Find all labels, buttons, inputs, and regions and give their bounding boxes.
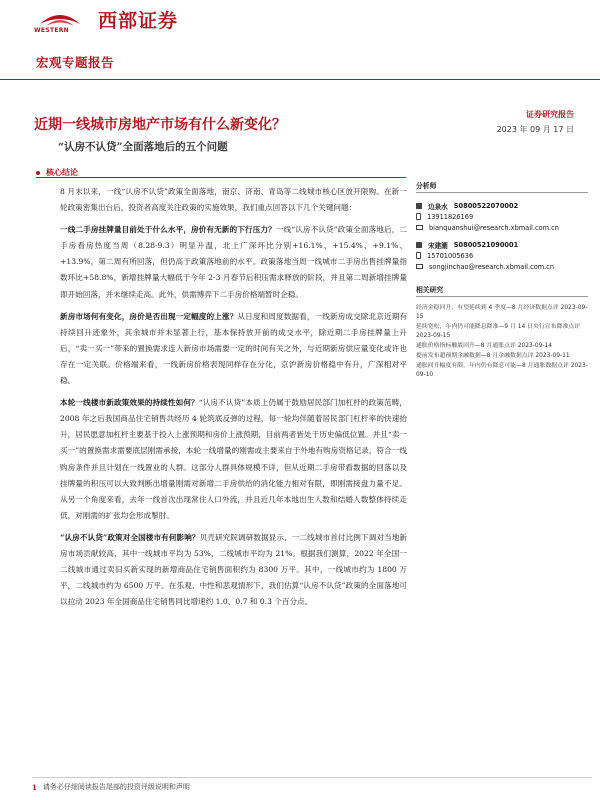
research-report-tag: 证券研究报告: [526, 110, 574, 119]
report-header: [0, 0, 600, 84]
paragraph-intro: [60, 184, 407, 216]
paragraph-q4: [60, 530, 407, 610]
footer-disclaimer: 请务必仔细阅读报告尾部的投资评级说明和声明: [42, 783, 190, 791]
analyst-phone: 13911826169: [427, 212, 474, 221]
paragraph-body: “认房不认贷”本质上仍属于鼓励居民部门加杠杆的政策范畴，2008 年之后我国商品住宅销售共经历 4 轮筑底反弹的过程，每一轮均伴随着居民部门杠杆率的快速抬升，居民愿意加杠杆主要基于投入上涨预期和房价上涨预期，目前两者皆处于历史偏低位置。并且“卖一买一”的置换需求需要底层刚需承接，本轮一线增量的刚需或主要来自于外地有购房资格记录，符合一线购房条件并且计划在一线置业的人群。这部分人群具体规模不详，但从近期二手房带看数据的回落以及挂牌量的积压可以大致判断出增量刚需对新增二手房供给的消化能力相对有限，即刚需接盘力量不足。从另一个角度来看，去年一线首次出现常住人口外流，并且近几年本地出生人数和结婚人数整体持续走低，对刚需的扩张均会形成掣肘。: [60, 398, 407, 520]
core-divider: [36, 177, 406, 178]
report-type-label: 宏观专题报告: [36, 55, 115, 70]
analyst-email-row: [416, 222, 588, 233]
analyst-phone-row: [416, 250, 588, 261]
paragraph-lead: 一线二手房挂牌量目前处于什么水平，房价有无新的下行压力？: [60, 225, 276, 235]
mail-icon: [416, 225, 423, 230]
analyst-name: 宋建潮: [428, 241, 448, 250]
paragraph-lead: 本轮一线楼市新政策效果的持续性如何？: [60, 398, 199, 408]
paragraph-q2: [60, 309, 407, 389]
sidebar: [416, 180, 588, 381]
analyst-phone: 15701005636: [427, 251, 474, 260]
paragraph-lead: “认房不认贷”政策对全国楼市有何影响？: [60, 532, 200, 542]
page-footer: [32, 782, 190, 792]
logo-english-text: WESTERN: [34, 27, 69, 34]
analyst-name: 边泉水: [428, 202, 448, 211]
mail-icon: [416, 264, 423, 269]
paragraph-body: 一线“认房不认贷”政策全面落地后，二手房看房热度当周（8.28-9.3）明显升温，北上广深环比分别+16.1%、+15.4%、+9.1%、+13.9%，第二周有所回落，但仍高于政策落地前的水平。政策落地当周一线城市二手房出售挂牌量指数环比+58.8%，新增挂牌量大幅低于今年 2-3 月春节后积压需求释放的阶段，并且第二周新增挂牌量即开始回落，并未继续走高。此外，供需博弈下二手房价格端暂时企稳。: [60, 225, 408, 299]
paragraph-body: 8 月末以来，一线“认房不认贷”政策全面落地，南京、济南、青岛等二线城市核心区放开限购。在新一轮政策密集出台后，投资者高度关注政策的实施效果，我们重点回答以下几个关键问题：: [60, 187, 407, 213]
paragraph-q3: [60, 395, 407, 524]
paragraph-q1: [60, 222, 407, 302]
analyst-card: [416, 239, 588, 272]
related-research-link[interactable]: 通胀回升幅度有限，年内仍有降息可能—8 月通胀数据点评 2023-09-10: [416, 363, 588, 378]
report-date: 2023 年 09 月 17 日: [496, 125, 574, 134]
page-subtitle: “认房不认贷”全面落地后的五个问题: [58, 141, 228, 153]
person-icon: [416, 203, 422, 209]
analyst-card: [416, 200, 588, 233]
analyst-email[interactable]: bianquanshui@research.xbmail.com.cn: [429, 223, 559, 232]
core-conclusion-label: 核心结论: [46, 167, 78, 177]
analyst-cert: S0800521090001: [453, 240, 519, 249]
analyst-name-row: [416, 200, 588, 211]
related-research-link[interactable]: 通胀价格指标触底回升—8 月通胀点评 2023-09-14: [416, 343, 552, 349]
analyst-cert: S0800522070002: [453, 201, 519, 210]
analysts-heading: 分析师: [416, 180, 588, 193]
header-divider: [0, 79, 600, 80]
analyst-name-row: [416, 239, 588, 250]
analyst-email-row: [416, 261, 588, 272]
related-research-heading: 相关研究: [416, 284, 588, 297]
paragraph-body: 从日度和周度数据看，一线新房成交除北京近期有持续回升迹象外，其余城市并未显著上行，基本保持放开前的成交水平，除近期二手房挂牌量上升后，“卖一买一”带来的置换需求连入新房市场需要一定的时间有关之外，与近期新房供应量变化或许也存在一定关联。价格端来看，一线新房价格表现同样存在分化，京沪新房价格稳中有升，广深相对平稳。: [60, 311, 408, 386]
phone-icon: [416, 213, 421, 220]
logo-chinese-text: 西部证券: [98, 10, 179, 32]
page-number: 1: [32, 782, 37, 792]
footer-divider: [32, 777, 592, 778]
western-logo-icon: [38, 8, 82, 28]
bullet-icon: [36, 171, 40, 175]
phone-icon: [416, 252, 421, 259]
related-research-link[interactable]: 经济金稳回升，有望延续到 4 季度—8 月经济数据点评 2023-09-15: [416, 305, 588, 320]
related-research-link[interactable]: 提前发布超预期金融数据—8 月金融数据点评 2023-09-11: [416, 353, 570, 359]
page-title: 近期一线城市房地产市场有什么新变化？: [34, 117, 286, 133]
person-icon: [416, 242, 422, 248]
related-research-link[interactable]: 延续宽松，年内仍可能降息降准—9 月 14 日央行宣布降准点评 2023-09-15: [416, 324, 581, 339]
paragraph-lead: 新房市场何有变化，房价是否出现一定幅度的上涨？: [60, 311, 238, 321]
analyst-email[interactable]: songjinchao@research.xbmail.com.cn: [429, 262, 555, 271]
main-body: [60, 184, 407, 616]
paragraph-body: 贝壳研究院调研数据显示，一二线城市首付比例下调对当地新房市场贡献较高，其中一线城市平均为 53%，二线城市平均为 21%。根据我们测算，2022 年全国一二线城市通过卖旧买新实现的新增商品住宅销售面积约为 8300 万平。其中，一线城市约为 1800 万平，二线城市约为 6500 万平。在乐观、中性和悲观情形下，我们估算“认房不认贷”政策的全面落地可以拉动 2023 年全国商品住宅销售同比增速约 1.0、0.7 和 0.3 个百分点。: [60, 532, 407, 607]
analyst-phone-row: [416, 211, 588, 222]
